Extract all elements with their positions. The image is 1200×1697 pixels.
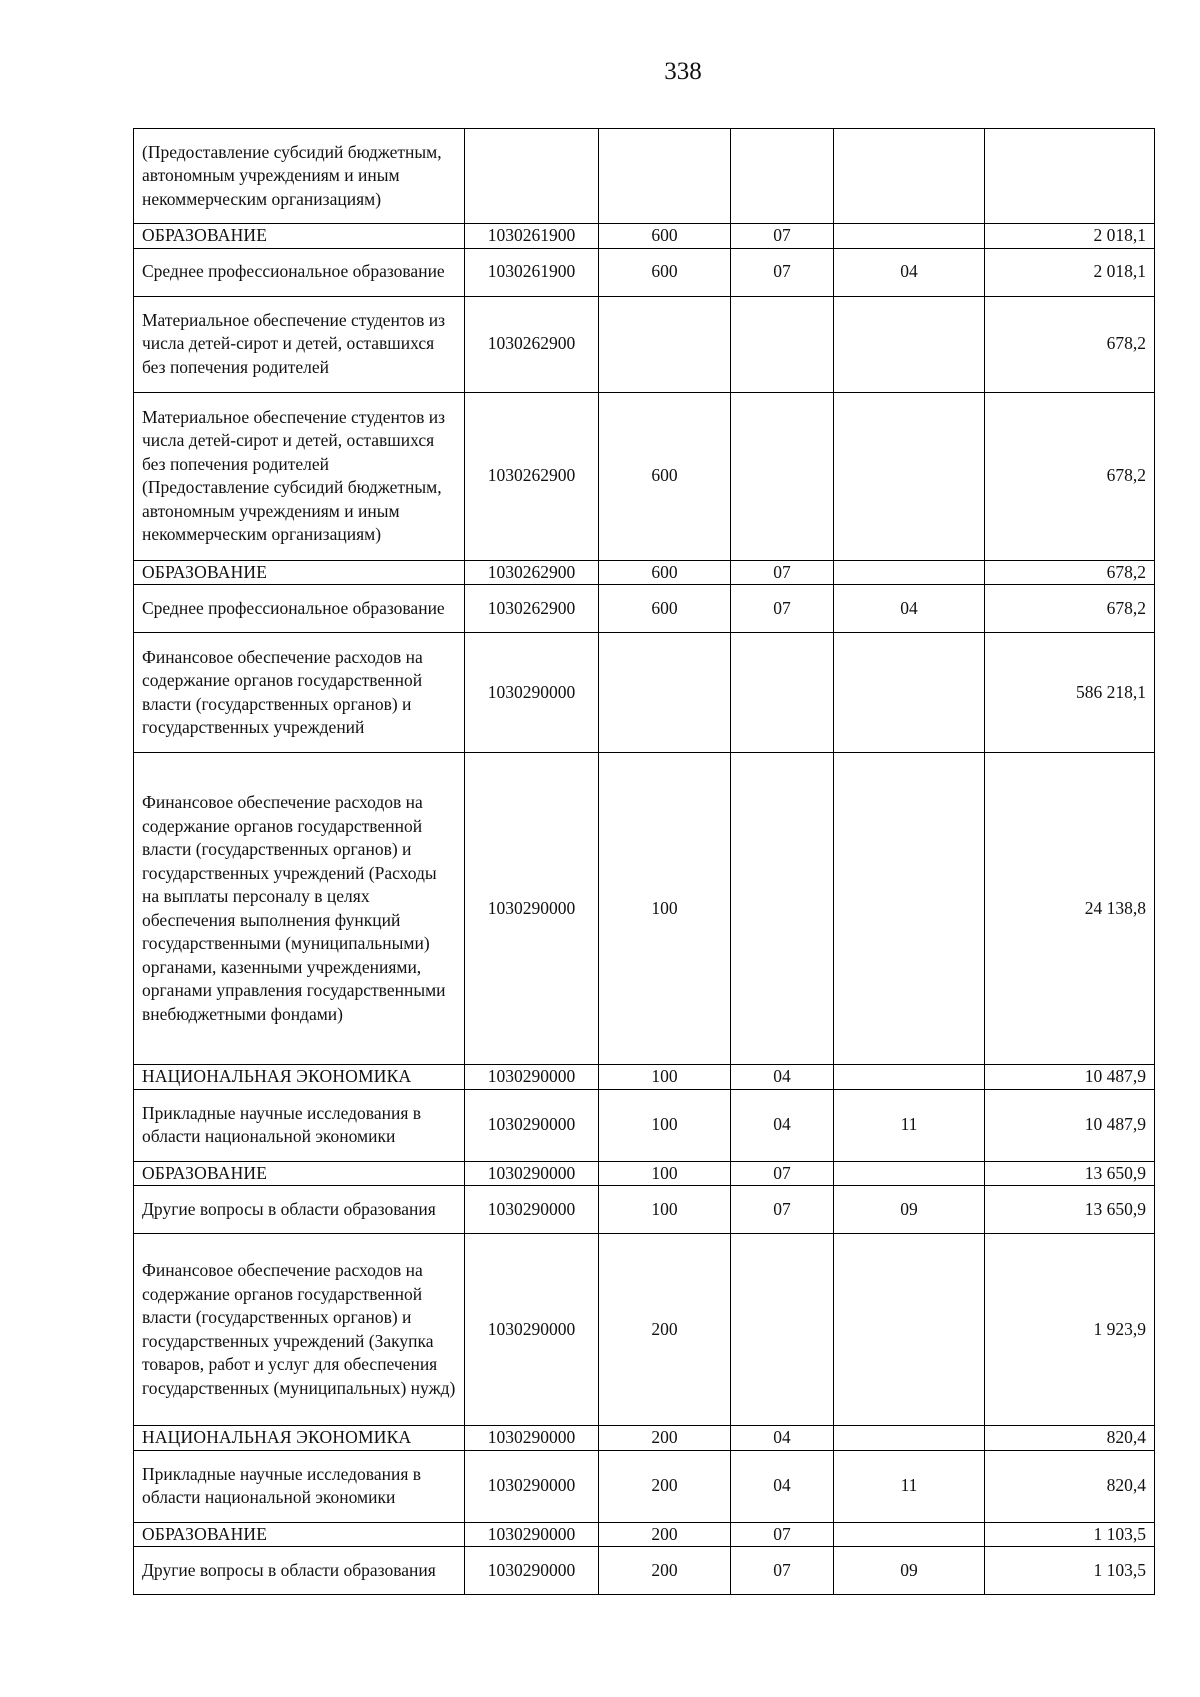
row-section: 07 xyxy=(731,1161,834,1186)
row-amount xyxy=(985,129,1155,224)
table-row xyxy=(134,224,1155,249)
table-row xyxy=(134,1089,1155,1161)
row-section: 04 xyxy=(731,1089,834,1161)
row-amount: 1 103,5 xyxy=(985,1547,1155,1595)
row-subsection xyxy=(834,129,985,224)
row-amount: 586 218,1 xyxy=(985,633,1155,753)
row-subsection: 11 xyxy=(834,1450,985,1522)
row-code: 1030262900 xyxy=(465,392,599,560)
row-expense-type: 600 xyxy=(599,248,731,296)
row-expense-type: 600 xyxy=(599,585,731,633)
row-code: 1030290000 xyxy=(465,633,599,753)
row-code: 1030290000 xyxy=(465,1426,599,1451)
row-subsection xyxy=(834,560,985,585)
table-row xyxy=(134,129,1155,224)
row-code: 1030262900 xyxy=(465,560,599,585)
row-section: 07 xyxy=(731,1186,834,1234)
table-row xyxy=(134,753,1155,1065)
row-subsection xyxy=(834,753,985,1065)
row-subsection: 04 xyxy=(834,585,985,633)
row-code: 1030290000 xyxy=(465,1186,599,1234)
row-expense-type: 100 xyxy=(599,1065,731,1090)
row-name: Финансовое обеспечение расходов на содержание органов государственной власти (государственных органов) и государственных учреждений (Расходы на выплаты персоналу в целях обеспечения выполнения функций государственными (муниципальными) органами, казенными учреждениями, органами управления государственными внебюджетными фондами) xyxy=(134,753,465,1065)
row-code: 1030290000 xyxy=(465,1522,599,1547)
row-name: Другие вопросы в области образования xyxy=(134,1186,465,1234)
row-amount: 1 103,5 xyxy=(985,1522,1155,1547)
row-subsection xyxy=(834,224,985,249)
budget-table-body xyxy=(134,129,1155,1595)
row-amount: 13 650,9 xyxy=(985,1161,1155,1186)
table-row xyxy=(134,1234,1155,1426)
table-row xyxy=(134,1547,1155,1595)
row-subsection xyxy=(834,1161,985,1186)
row-code: 1030262900 xyxy=(465,585,599,633)
row-amount: 10 487,9 xyxy=(985,1089,1155,1161)
row-amount: 678,2 xyxy=(985,296,1155,392)
table-row xyxy=(134,392,1155,560)
row-expense-type: 100 xyxy=(599,1089,731,1161)
row-expense-type: 100 xyxy=(599,1161,731,1186)
row-subsection: 11 xyxy=(834,1089,985,1161)
row-section xyxy=(731,392,834,560)
budget-table xyxy=(133,128,1155,1595)
row-code: 1030290000 xyxy=(465,1065,599,1090)
row-section xyxy=(731,633,834,753)
row-section: 07 xyxy=(731,585,834,633)
row-section xyxy=(731,1234,834,1426)
row-section: 07 xyxy=(731,1522,834,1547)
row-name: Финансовое обеспечение расходов на содержание органов государственной власти (государственных органов) и государственных учреждений xyxy=(134,633,465,753)
row-expense-type xyxy=(599,129,731,224)
row-name: Другие вопросы в области образования xyxy=(134,1547,465,1595)
row-code: 1030290000 xyxy=(465,1161,599,1186)
row-section: 04 xyxy=(731,1426,834,1451)
row-expense-type: 100 xyxy=(599,753,731,1065)
row-name: Прикладные научные исследования в области национальной экономики xyxy=(134,1089,465,1161)
row-subsection: 09 xyxy=(834,1547,985,1595)
table-row xyxy=(134,1450,1155,1522)
row-amount: 2 018,1 xyxy=(985,224,1155,249)
row-name: Материальное обеспечение студентов из числа детей-сирот и детей, оставшихся без попечения родителей xyxy=(134,296,465,392)
row-section: 04 xyxy=(731,1450,834,1522)
row-subsection xyxy=(834,1426,985,1451)
row-amount: 24 138,8 xyxy=(985,753,1155,1065)
row-name: Материальное обеспечение студентов из числа детей-сирот и детей, оставшихся без попечения родителей (Предоставление субсидий бюджетным, автономным учреждениям и иным некоммерческим организациям) xyxy=(134,392,465,560)
table-row xyxy=(134,1522,1155,1547)
row-amount: 820,4 xyxy=(985,1450,1155,1522)
row-code: 1030261900 xyxy=(465,248,599,296)
row-subsection xyxy=(834,392,985,560)
row-amount: 10 487,9 xyxy=(985,1065,1155,1090)
row-section xyxy=(731,296,834,392)
row-section xyxy=(731,753,834,1065)
row-name: (Предоставление субсидий бюджетным, автономным учреждениям и иным некоммерческим организациям) xyxy=(134,129,465,224)
row-amount: 820,4 xyxy=(985,1426,1155,1451)
row-section: 07 xyxy=(731,224,834,249)
row-name: ОБРАЗОВАНИЕ xyxy=(134,224,465,249)
row-code: 1030261900 xyxy=(465,224,599,249)
row-name: НАЦИОНАЛЬНАЯ ЭКОНОМИКА xyxy=(134,1065,465,1090)
table-row xyxy=(134,1186,1155,1234)
row-section: 07 xyxy=(731,1547,834,1595)
row-name: ОБРАЗОВАНИЕ xyxy=(134,1522,465,1547)
table-row xyxy=(134,1426,1155,1451)
row-subsection xyxy=(834,1522,985,1547)
row-name: Финансовое обеспечение расходов на содержание органов государственной власти (государственных органов) и государственных учреждений (Закупка товаров, работ и услуг для обеспечения государственных (муниципальных) нужд) xyxy=(134,1234,465,1426)
row-section: 04 xyxy=(731,1065,834,1090)
table-row xyxy=(134,585,1155,633)
row-expense-type: 200 xyxy=(599,1547,731,1595)
row-amount: 2 018,1 xyxy=(985,248,1155,296)
row-expense-type: 600 xyxy=(599,224,731,249)
row-code: 1030290000 xyxy=(465,753,599,1065)
row-expense-type: 200 xyxy=(599,1426,731,1451)
row-expense-type xyxy=(599,296,731,392)
row-name: НАЦИОНАЛЬНАЯ ЭКОНОМИКА xyxy=(134,1426,465,1451)
row-subsection xyxy=(834,296,985,392)
row-subsection xyxy=(834,1234,985,1426)
row-expense-type: 200 xyxy=(599,1234,731,1426)
row-name: Прикладные научные исследования в области национальной экономики xyxy=(134,1450,465,1522)
row-amount: 678,2 xyxy=(985,560,1155,585)
row-section: 07 xyxy=(731,248,834,296)
row-code: 1030290000 xyxy=(465,1450,599,1522)
row-expense-type: 200 xyxy=(599,1450,731,1522)
row-expense-type xyxy=(599,633,731,753)
page-number: 338 xyxy=(664,58,702,85)
table-row xyxy=(134,296,1155,392)
row-code xyxy=(465,129,599,224)
row-section xyxy=(731,129,834,224)
row-expense-type: 200 xyxy=(599,1522,731,1547)
table-row xyxy=(134,560,1155,585)
row-section: 07 xyxy=(731,560,834,585)
row-amount: 678,2 xyxy=(985,585,1155,633)
table-row xyxy=(134,633,1155,753)
row-code: 1030262900 xyxy=(465,296,599,392)
row-code: 1030290000 xyxy=(465,1089,599,1161)
row-amount: 678,2 xyxy=(985,392,1155,560)
row-expense-type: 600 xyxy=(599,392,731,560)
row-subsection: 04 xyxy=(834,248,985,296)
row-expense-type: 600 xyxy=(599,560,731,585)
row-subsection: 09 xyxy=(834,1186,985,1234)
row-amount: 1 923,9 xyxy=(985,1234,1155,1426)
row-name: ОБРАЗОВАНИЕ xyxy=(134,560,465,585)
table-row xyxy=(134,248,1155,296)
row-code: 1030290000 xyxy=(465,1547,599,1595)
row-code: 1030290000 xyxy=(465,1234,599,1426)
row-subsection xyxy=(834,633,985,753)
row-name: Среднее профессиональное образование xyxy=(134,585,465,633)
row-name: Среднее профессиональное образование xyxy=(134,248,465,296)
row-expense-type: 100 xyxy=(599,1186,731,1234)
table-row xyxy=(134,1065,1155,1090)
table-row xyxy=(134,1161,1155,1186)
row-subsection xyxy=(834,1065,985,1090)
row-name: ОБРАЗОВАНИЕ xyxy=(134,1161,465,1186)
row-amount: 13 650,9 xyxy=(985,1186,1155,1234)
